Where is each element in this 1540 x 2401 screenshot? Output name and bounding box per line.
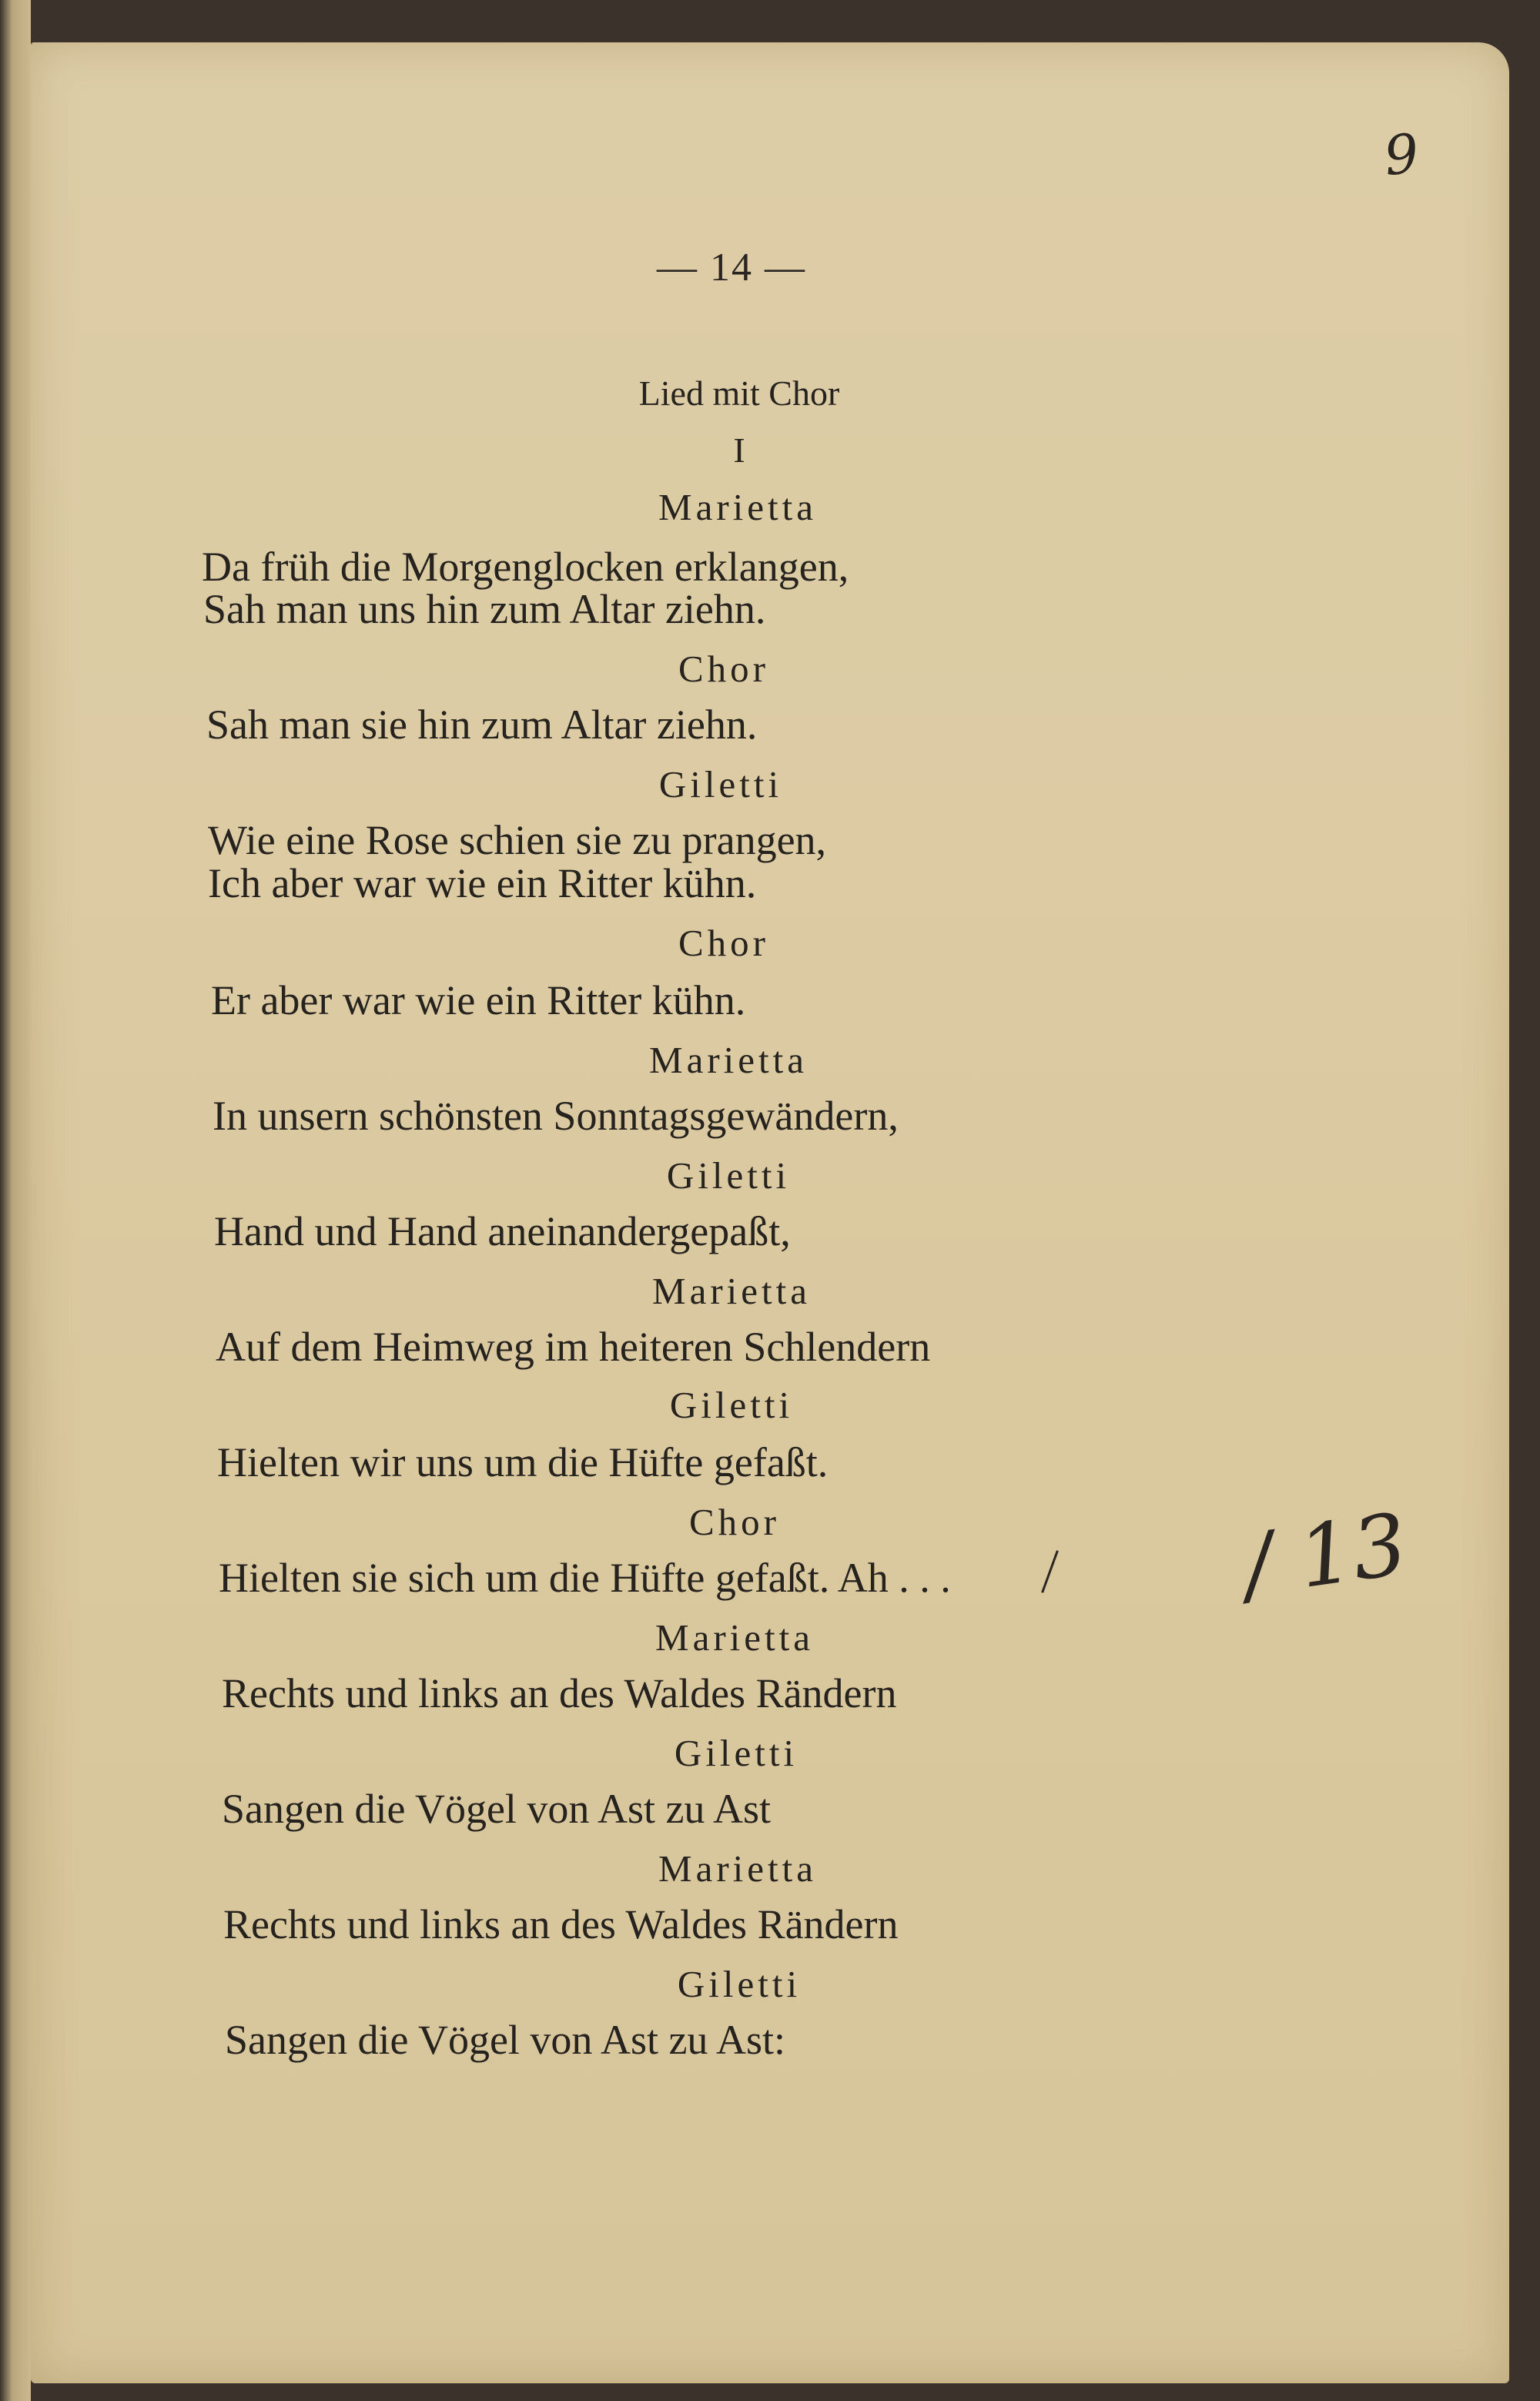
verse-line: Da früh die Morgenglocken erklangen, [202,544,849,590]
verse-line: Hielten wir uns um die Hüfte gefaßt. [217,1439,829,1485]
speaker-label: Chor [678,922,769,964]
verse-line: Sangen die Vögel von Ast zu Ast: [225,2017,785,2063]
speaker-label: Chor [678,648,769,690]
verse-line: In unsern schönsten Sonntagsgewändern, [213,1093,899,1139]
song-title: Lied mit Chor [638,373,840,413]
speaker-label: Giletti [674,1732,798,1774]
speaker-label: Marietta [649,1039,808,1081]
speaker-label: Chor [689,1501,780,1543]
verse-line: Hand und Hand aneinandergepaßt, [214,1208,791,1254]
handwritten-margin-note: / 13 [1237,1494,1413,1616]
speaker-label: Giletti [666,1154,791,1197]
verse-line: Sah man uns hin zum Altar ziehn. [203,586,766,632]
verse-line: Ich aber war wie ein Ritter kühn. [208,860,757,906]
speaker-label: Marietta [658,486,817,528]
speaker-label: Giletti [658,763,783,805]
verse-line: Er aber war wie ein Ritter kühn. [211,977,746,1023]
speaker-label: Marietta [652,1270,811,1312]
verse-line: Auf dem Heimweg im heiteren Schlendern [216,1324,931,1370]
verse-line: Sangen die Vögel von Ast zu Ast [222,1786,771,1832]
speaker-label: Giletti [677,1963,802,2005]
song-part-number: I [733,430,745,470]
speaker-label: Marietta [658,1847,817,1890]
verse-line: Sah man sie hin zum Altar ziehn. [206,702,758,748]
speaker-label: Marietta [655,1616,814,1659]
speaker-label: Giletti [669,1384,794,1426]
verse-line: Rechts und links an des Waldes Rändern [223,1901,899,1947]
verse-line: Hielten sie sich um die Hüfte gefaßt. Ah . . . [219,1555,951,1601]
verse-line: Rechts und links an des Waldes Rändern [222,1670,897,1716]
page-number: — 14 — [657,246,806,290]
verse-line: Wie eine Rose schien sie zu prangen, [208,817,827,863]
folio-number: 9 [1381,121,1422,189]
